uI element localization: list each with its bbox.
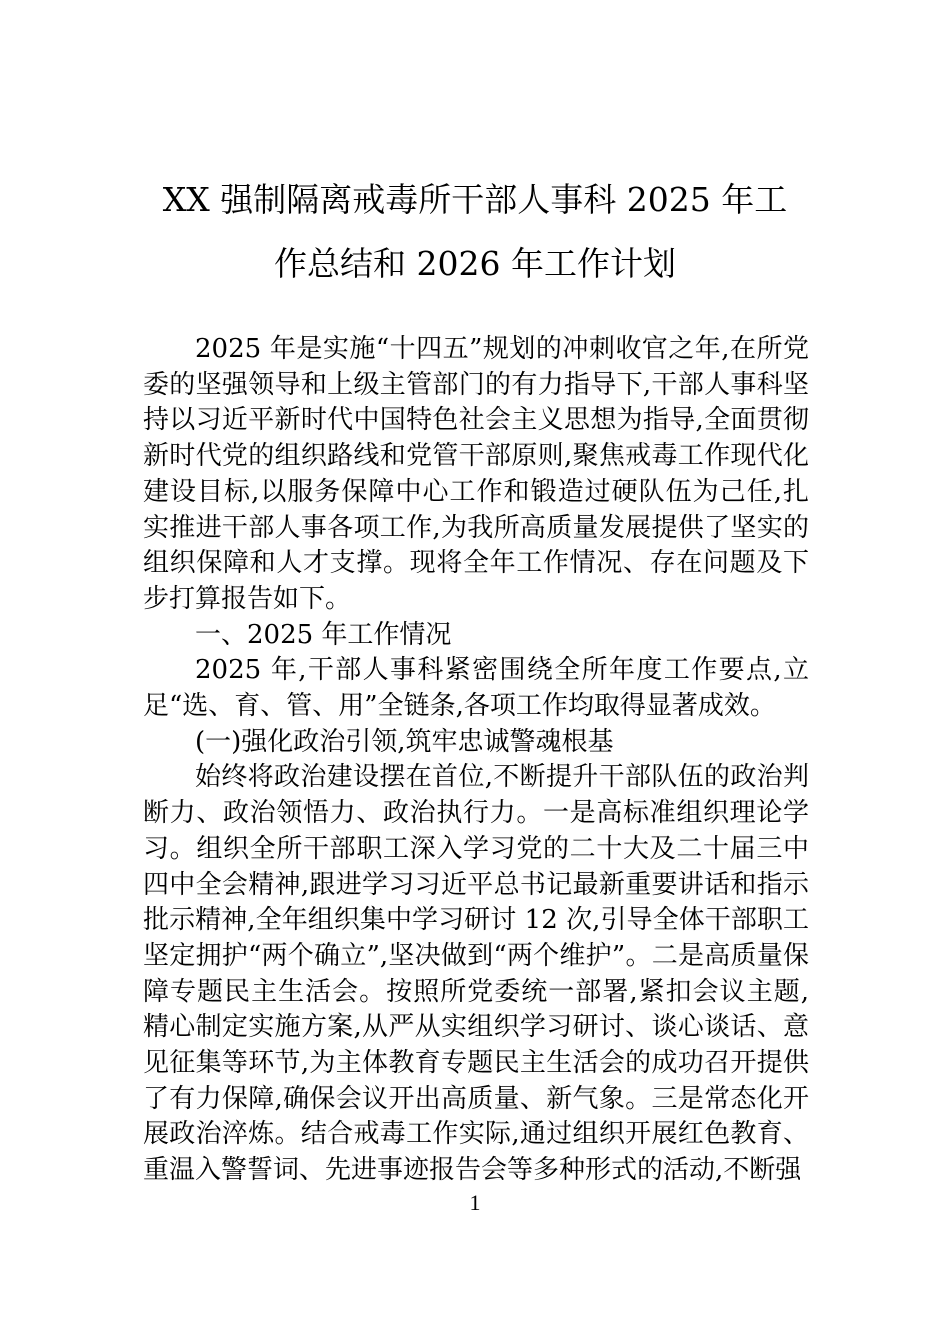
document-body — [143, 332, 809, 1189]
subsection-paragraph: 始终将政治建设摆在首位,不断提升干部队伍的政治判断力、政治领悟力、政治执行力。一是高标准组织理论学习。组织全所干部职工深入学习党的二十大及二十届三中四中全会精神,跟进学习习近平总书记最新重要讲话和指示批示精神,全年组织集中学习研讨 12 次,引导全体干部职工坚定拥护“两个确立”,坚决做到“两个维护”。二是高质量保障专题民主生活会。按照所党委统一部署,紧扣会议主题,精心制定实施方案,从严从实组织学习研讨、谈心谈话、意见征集等环节,为主体教育专题民主生活会的成功召开提供了有力保障,确保会议开出高质量、新气象。三是常态化开展政治淬炼。结合戒毒工作实际,通过组织开展红色教育、重温入警誓词、先进事迹报告会等多种形式的活动,不断强 — [143, 762, 809, 1186]
document-title — [120, 168, 830, 296]
intro-paragraph: 2025 年是实施“十四五”规划的冲刺收官之年,在所党委的坚强领导和上级主管部门的有力指导下,干部人事科坚持以习近平新时代中国特色社会主义思想为指导,全面贯彻新时代党的组织路线和党管干部原则,聚焦戒毒工作现代化建设目标,以服务保障中心工作和锻造过硬队伍为己任,扎实推进干部人事各项工作,为我所高质量发展提供了坚实的组织保障和人才支撑。现将全年工作情况、存在问题及下步打算报告如下。 — [143, 334, 809, 614]
section-summary-paragraph: 2025 年,干部人事科紧密围绕全所年度工作要点,立足“选、育、管、用”全链条,各项工作均取得显著成效。 — [143, 655, 809, 722]
title-line-2: 作总结和 2026 年工作计划 — [274, 244, 676, 283]
subsection-heading: (一)强化政治引领,筑牢忠诚警魂根基 — [195, 726, 614, 757]
title-line-1: XX 强制隔离戒毒所干部人事科 2025 年工 — [162, 180, 788, 219]
section-heading: 一、2025 年工作情况 — [195, 619, 452, 650]
page-number: 1 — [469, 1190, 481, 1215]
